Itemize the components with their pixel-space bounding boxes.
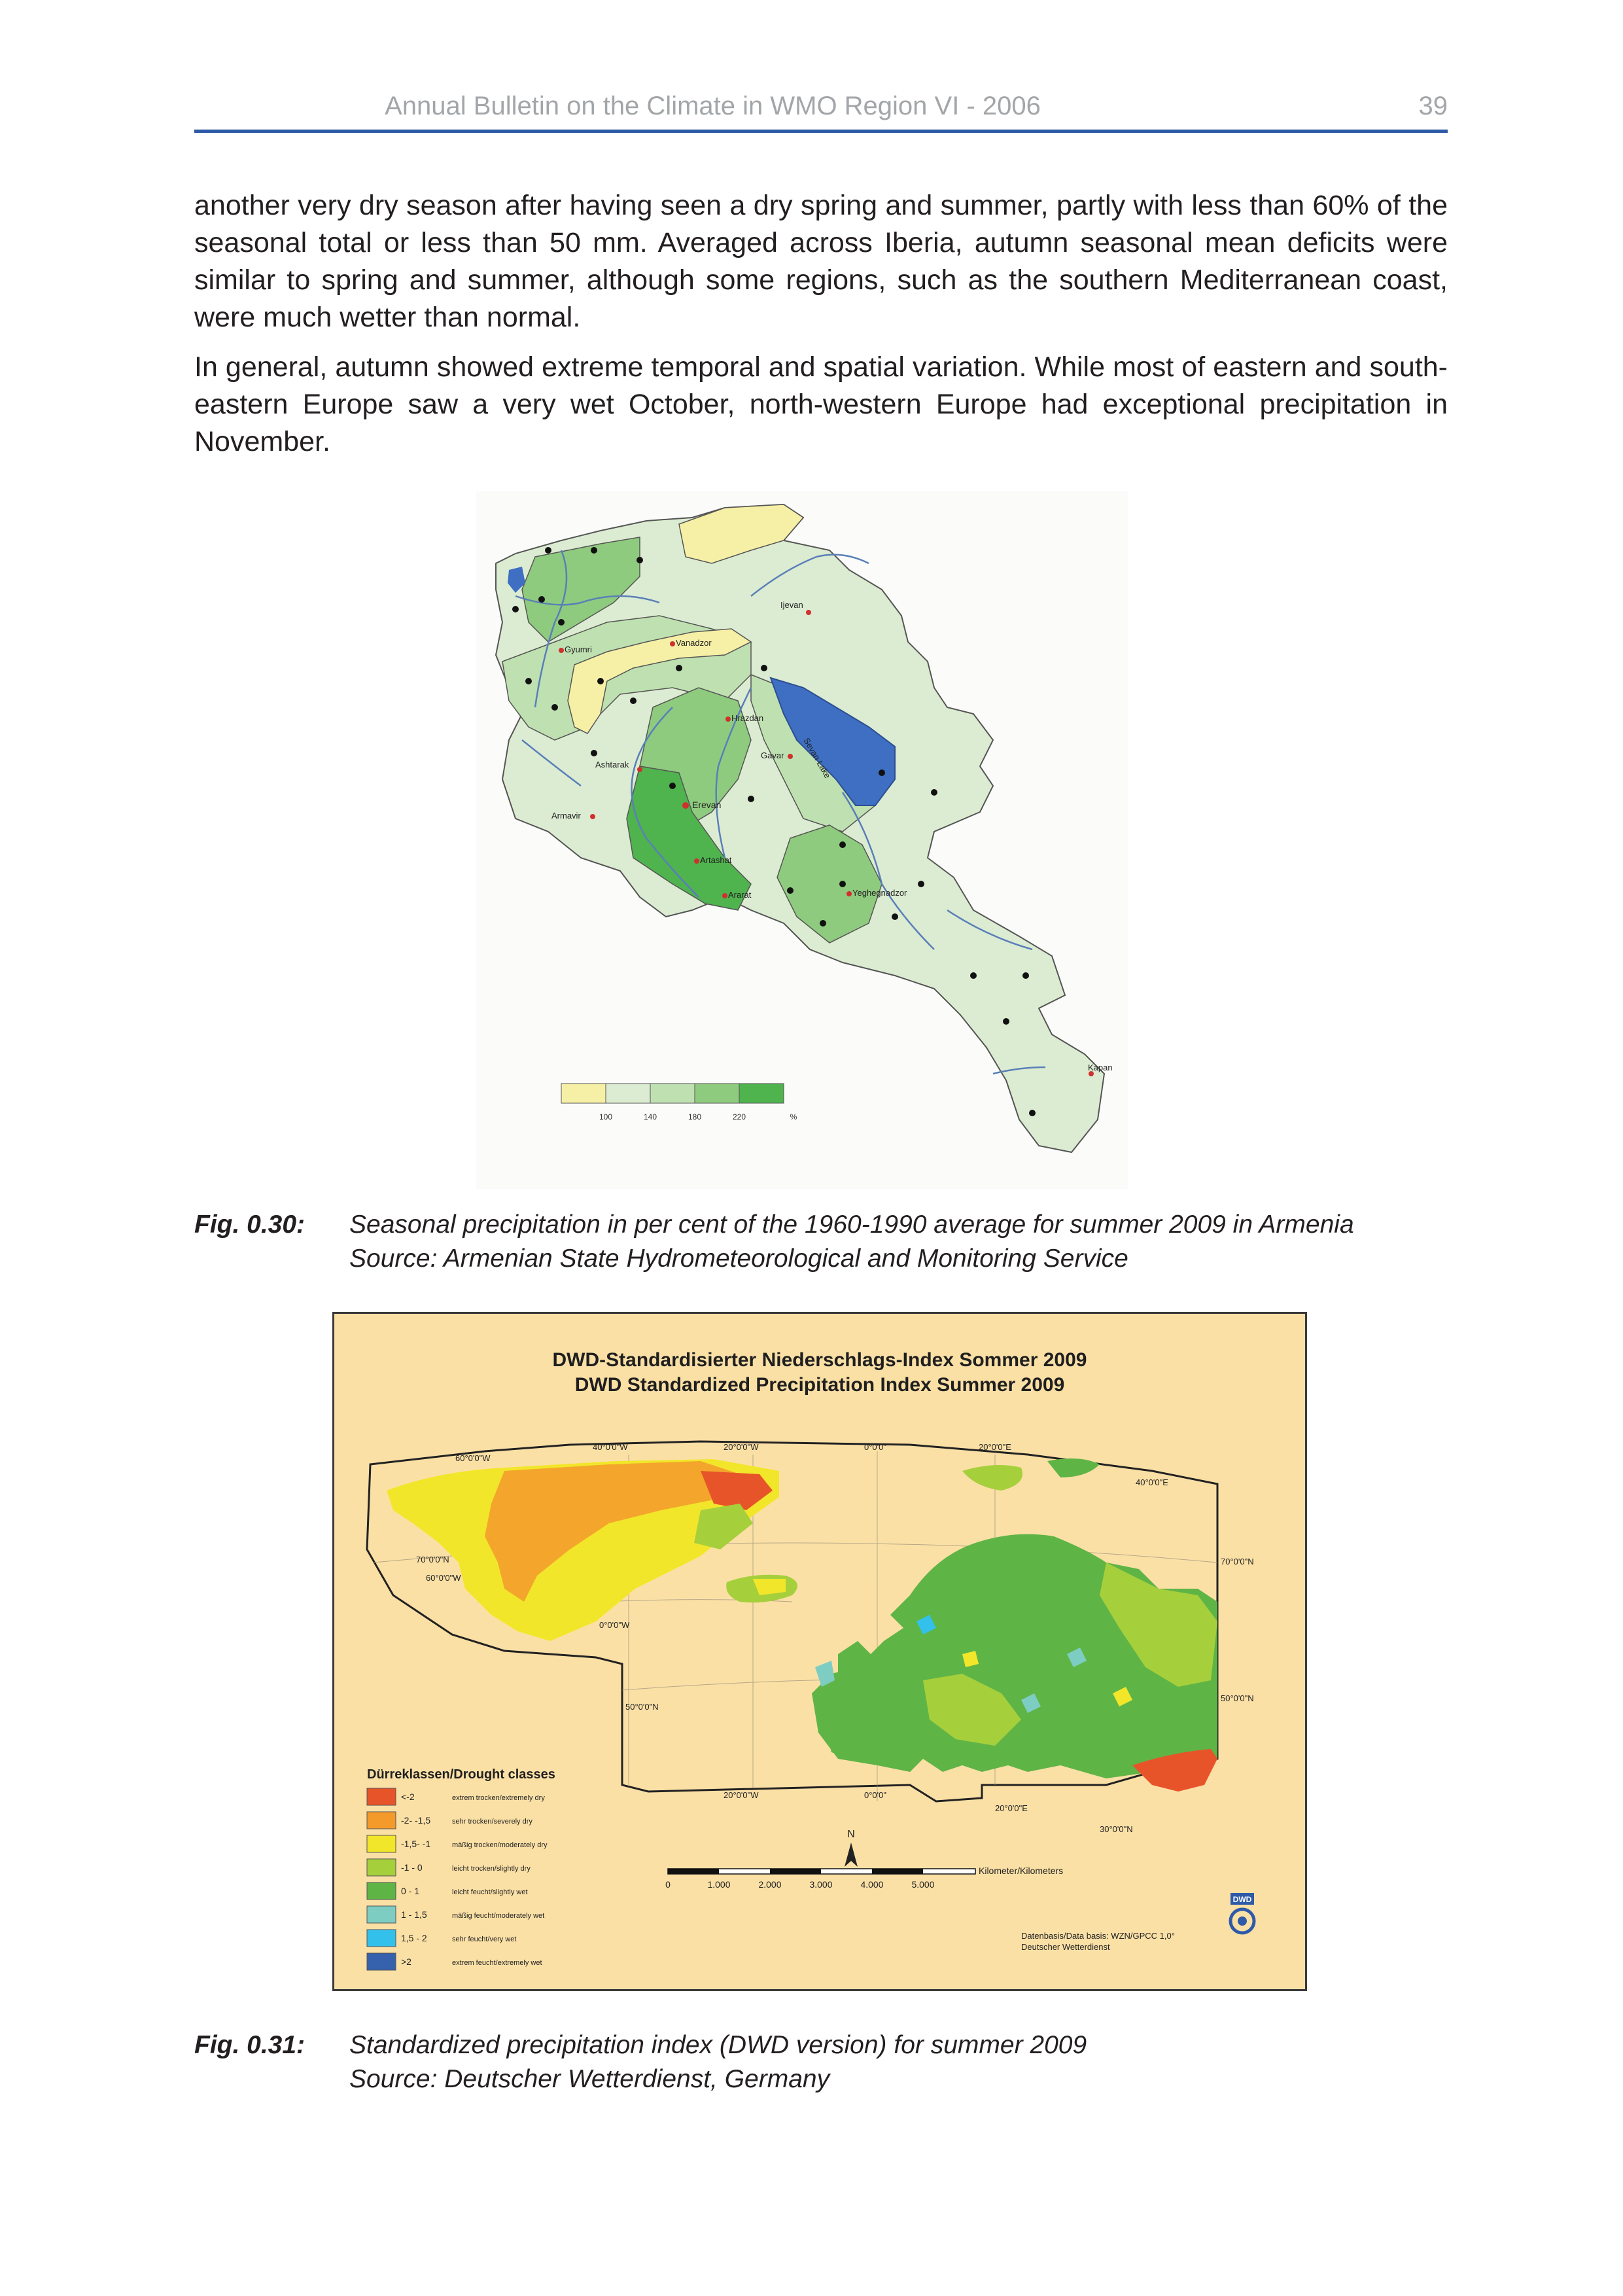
legend-unit: % [790,1112,797,1122]
legend-swatch [367,1812,396,1829]
legend-swatch [367,1953,396,1970]
body-paragraph-2: In general, autumn showed extreme temporal and spatial variation. While most of eastern and south-eastern Europe saw a very wet October, north-western Europe had exceptional precipitation in November. [194,351,1448,457]
legend-range: -2- -1,5 [401,1815,431,1826]
lon-label: 20°0'0"W [724,1790,759,1800]
dwd-logo-text: DWD [1232,1895,1252,1904]
scale-tick: 5.000 [911,1879,935,1890]
legend-description: extrem trocken/extremely dry [452,1794,545,1802]
lat-label: 30°0'0"N [1100,1824,1133,1834]
lat-label: 50°0'0"N [1221,1693,1254,1703]
body-paragraph-1: another very dry season after having seen a dry spring and summer, partly with less than 60% of the seasonal total or less than 50 mm. Averaged across Iberia, autumn seasonal mean deficits were similar to spring and summer, although some regions, such as the southern Mediterranean coast, were much wetter than normal. [194,190,1448,333]
caption-label: Fig. 0.31: [194,2031,305,2059]
dwd-map-graphic [334,1314,1305,1989]
armenia-map-graphic [476,491,1128,1189]
legend-title: Dürreklassen/Drought classes [367,1767,555,1782]
label-ijevan: Ijevan [780,600,803,610]
scale-tick: 2.000 [758,1879,782,1890]
legend-description: leicht trocken/slightly dry [452,1865,531,1873]
header-rule [194,130,1448,133]
legend-swatch [367,1788,396,1805]
north-arrow-icon [845,1829,858,1867]
lon-label: 40°0'0"W [593,1442,628,1452]
scale-bar [665,1865,1063,1890]
lat-label: 50°0'0"N [625,1702,659,1712]
label-yeghegnadzor: Yeghegnadzor [852,888,907,898]
legend-swatch [367,1906,396,1923]
legend-range: -1 - 0 [401,1862,423,1873]
scale-tick: 4.000 [860,1879,884,1890]
legend-swatch [739,1084,784,1103]
armenia-legend [561,1084,797,1122]
legend-description: mäßig trocken/moderately dry [452,1841,548,1849]
dwd-logo [1230,1893,1254,1933]
lon-label: 0°0'0"W [599,1620,630,1630]
label-gyumri: Gyumri [565,645,592,654]
legend-tick: 180 [688,1112,702,1122]
map-title-de: DWD-Standardisierter Niederschlags-Index Sommer 2009 [552,1349,1087,1371]
label-erevan: Erevan [692,800,722,810]
dwd-spi-map [332,1312,1307,1991]
label-armavir: Armavir [551,811,581,821]
scale-tick: 3.000 [809,1879,833,1890]
legend-range: >2 [401,1956,411,1967]
legend-range: <-2 [401,1792,415,1802]
legend-range: -1,5- -1 [401,1839,431,1849]
legend-range: 0 - 1 [401,1886,420,1896]
legend-swatch [367,1859,396,1876]
caption-text: Seasonal precipitation in per cent of the 1960-1990 average for summer 2009 in Armenia [349,1210,1354,1239]
caption-text: Standardized precipitation index (DWD version) for summer 2009 [349,2031,1087,2059]
credit-line-1: Datenbasis/Data basis: WZN/GPCC 1,0° [1021,1931,1175,1941]
lat-label: 70°0'0"N [416,1555,449,1564]
lon-label: 20°0'0"E [995,1803,1028,1813]
legend-description: sehr feucht/very wet [452,1935,517,1943]
caption-source: Source: Armenian State Hydrometeorological and Monitoring Service [349,1245,1128,1273]
lon-label: 0°0'0" [864,1790,886,1800]
label-gavar: Gavar [761,751,784,760]
north-label: N [847,1829,855,1840]
legend-description: mäßig feucht/moderately wet [452,1912,545,1920]
caption-label: Fig. 0.30: [194,1210,305,1239]
page-number: 39 [1418,92,1448,120]
legend-swatch [650,1084,695,1103]
lon-label: 60°0'0"W [426,1573,461,1583]
legend-swatch [367,1882,396,1899]
header-title: Annual Bulletin on the Climate in WMO Region VI - 2006 [385,92,1041,120]
lon-label: 60°0'0"W [455,1453,491,1463]
lon-label: 0°0'0" [864,1442,886,1452]
legend-tick: 140 [643,1112,657,1122]
legend-swatch [606,1084,650,1103]
legend-description: extrem feucht/extremely wet [452,1959,542,1967]
legend-tick: 100 [599,1112,613,1122]
scale-tick: 1.000 [707,1879,731,1890]
label-vanadzor: Vanadzor [676,638,712,648]
label-hrazdan: Hrazdan [731,713,764,723]
legend-swatch [561,1084,606,1103]
lon-label: 40°0'0"E [1136,1477,1168,1487]
drought-legend [367,1767,555,1970]
credit-line-2: Deutscher Wetterdienst [1021,1942,1110,1952]
legend-description: leicht feucht/slightly wet [452,1888,528,1896]
scale-unit: Kilometer/Kilometers [979,1865,1064,1876]
lon-label: 20°0'0"W [724,1442,759,1452]
map-title-en: DWD Standardized Precipitation Index Summer 2009 [574,1374,1065,1396]
legend-swatch [695,1084,739,1103]
legend-swatch [367,1835,396,1852]
legend-range: 1 - 1,5 [401,1909,427,1920]
label-artashat: Artashat [700,855,732,865]
legend-tick: 220 [732,1112,746,1122]
legend-swatch [367,1930,396,1947]
label-ashtarak: Ashtarak [595,760,629,769]
label-kapan: Kapan [1088,1063,1113,1072]
lon-label: 20°0'0"E [979,1442,1011,1452]
caption-source: Source: Deutscher Wetterdienst, Germany [349,2065,830,2093]
armenia-precipitation-map [476,491,1128,1189]
running-header [194,92,1448,132]
label-ararat: Ararat [728,890,752,900]
legend-description: sehr trocken/severely dry [452,1818,532,1826]
label-sevan-lake: Sevan Lake [801,736,833,780]
scale-tick: 0 [665,1879,671,1890]
lat-label: 70°0'0"N [1221,1557,1254,1566]
legend-rows [367,1788,548,1970]
legend-range: 1,5 - 2 [401,1933,427,1943]
